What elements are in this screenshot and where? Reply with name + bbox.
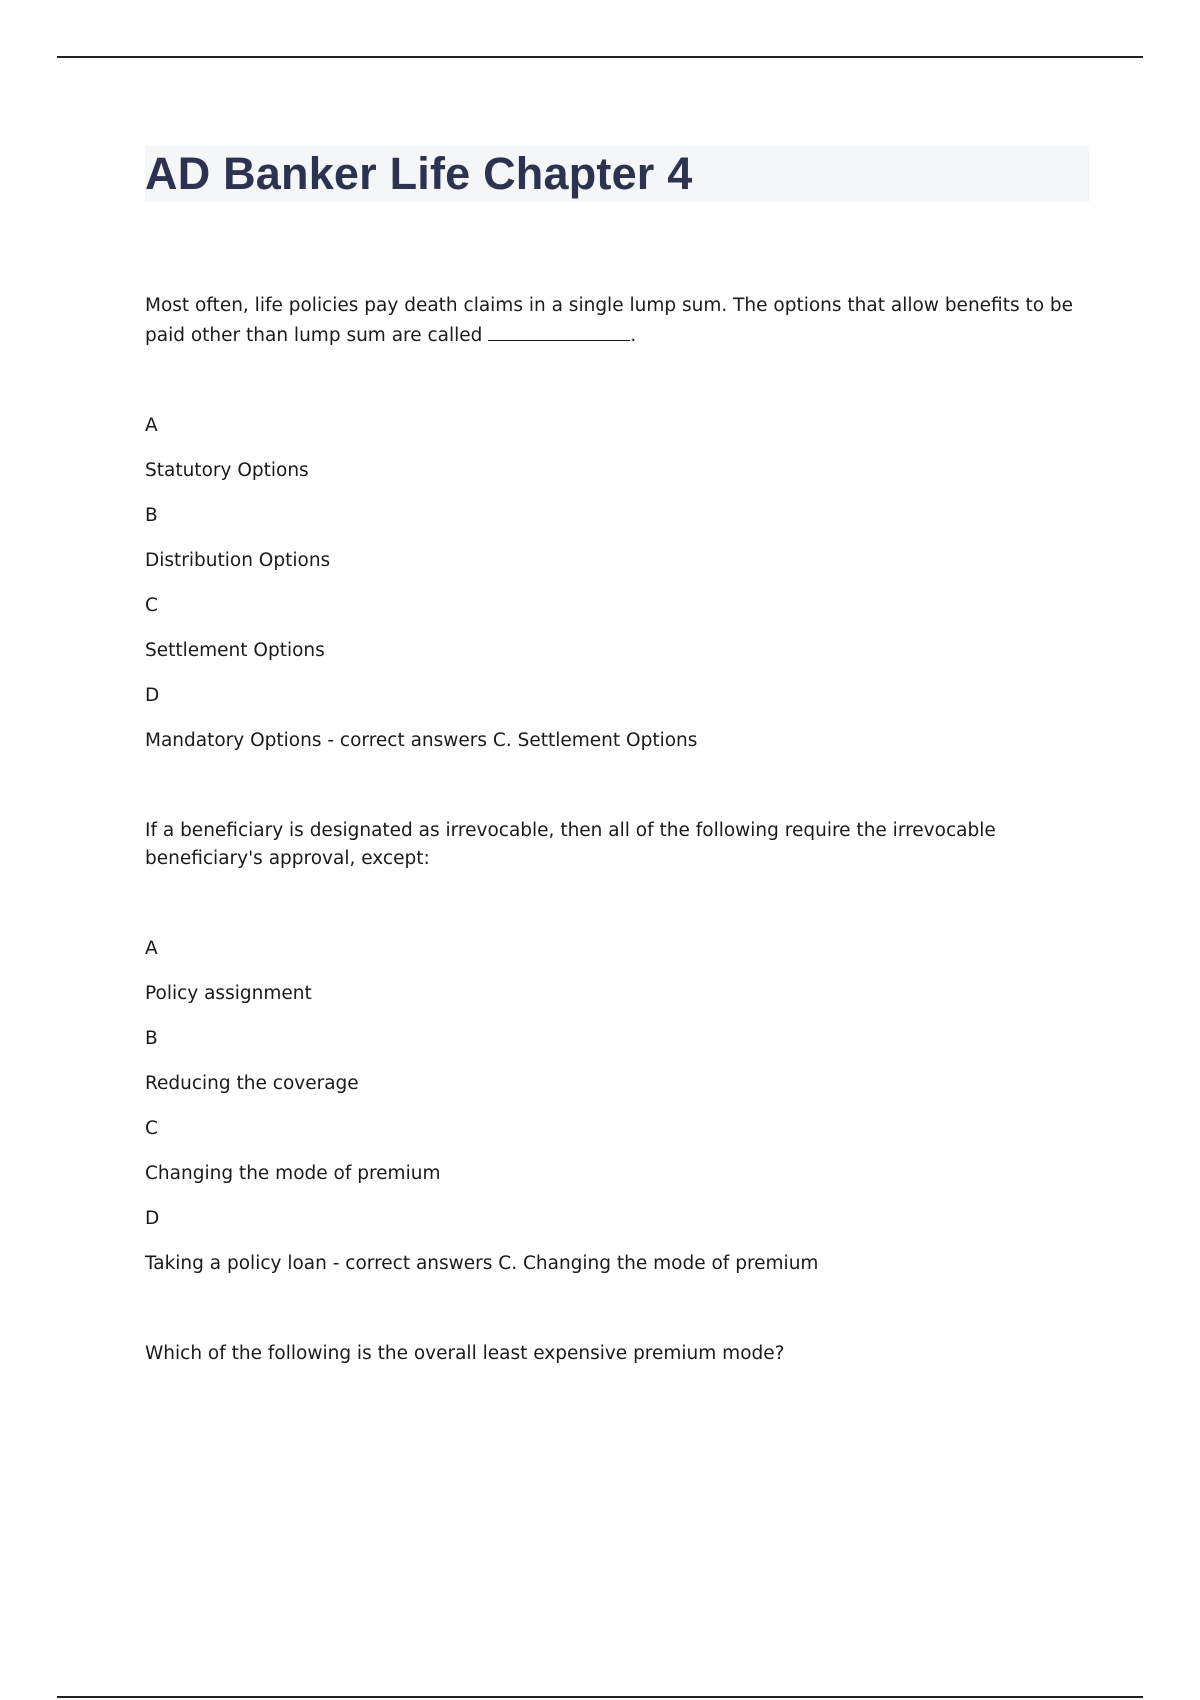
option-letter: B (145, 505, 158, 526)
option-text: Policy assignment (145, 983, 312, 1004)
option-text: Mandatory Options - correct answers C. Settlement Options (145, 730, 698, 751)
option-text: Reducing the coverage (145, 1073, 359, 1094)
option-letter: D (145, 1208, 160, 1229)
option-text: Statutory Options (145, 460, 309, 481)
question-2: If a beneficiary is designated as irrevocable, then all of the following require the irrevocable beneficiary's approval, except: (145, 820, 996, 869)
page-title: AD Banker Life Chapter 4 (145, 148, 693, 199)
question-2-options (145, 935, 1090, 1278)
option-letter: A (145, 415, 158, 436)
option-letter: C (145, 595, 158, 616)
option-text: Distribution Options (145, 550, 331, 571)
option-letter: A (145, 938, 158, 959)
option-letter: D (145, 685, 160, 706)
question-1-options (145, 412, 1090, 755)
question-1-stem: Most often, life policies pay death claims in a single lump sum. The options that allow benefits to be paid other than lump sum are called (145, 295, 1074, 346)
option-text: Changing the mode of premium (145, 1163, 441, 1184)
document-body (145, 292, 1090, 1368)
bottom-rule (57, 1696, 1143, 1698)
question-3: Which of the following is the overall least expensive premium mode? (145, 1343, 785, 1364)
question-1-stem-end: . (630, 325, 637, 346)
option-letter: C (145, 1118, 158, 1139)
top-rule (57, 56, 1143, 58)
option-text: Taking a policy loan - correct answers C. Changing the mode of premium (145, 1253, 819, 1274)
option-letter: B (145, 1028, 158, 1049)
answer-blank (488, 320, 630, 341)
question-1 (145, 292, 1090, 350)
option-text: Settlement Options (145, 640, 325, 661)
